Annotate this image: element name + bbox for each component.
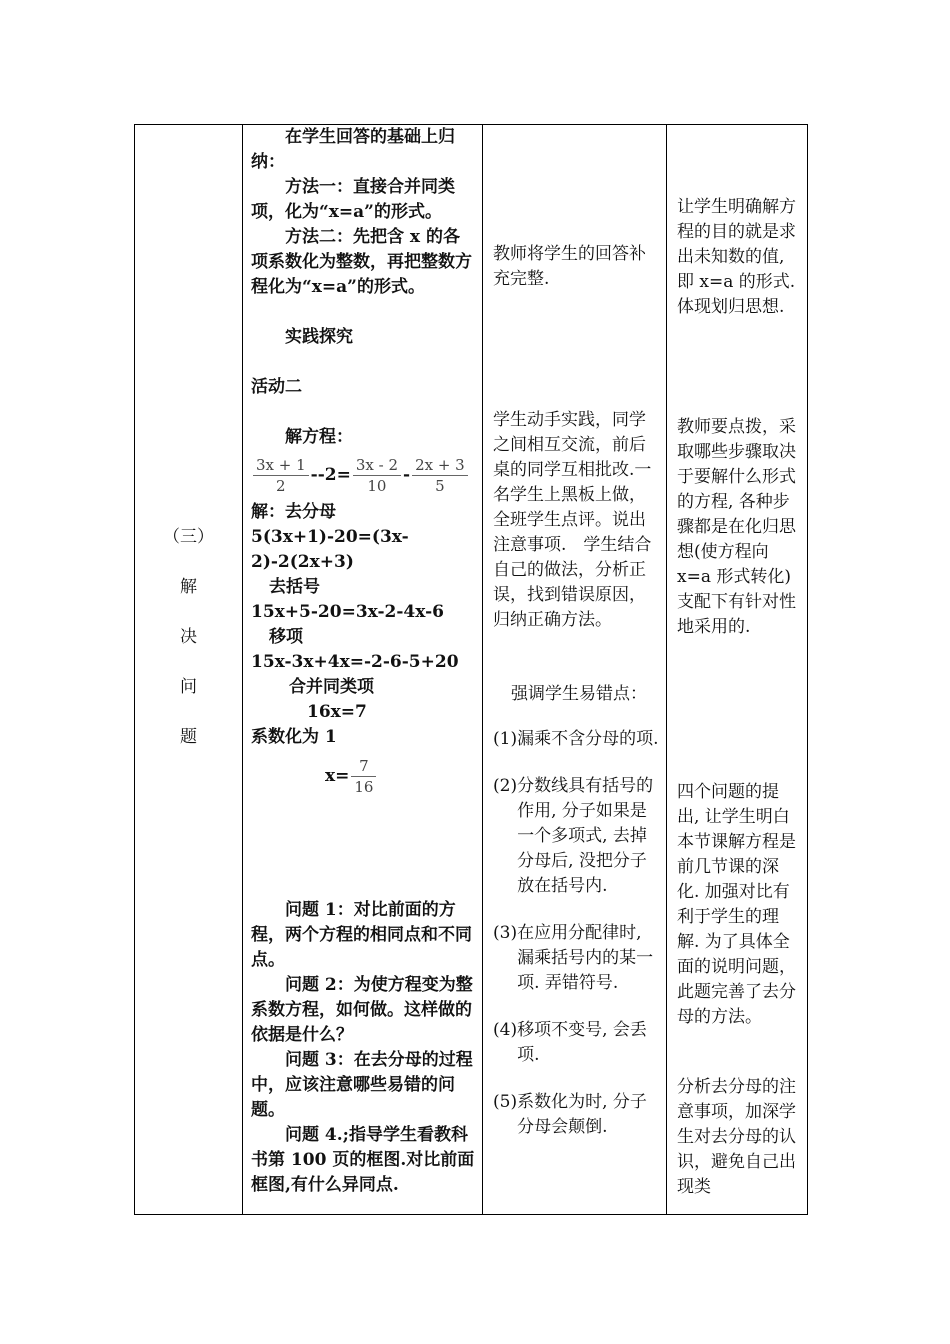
- solution-step: 解：去分母: [251, 502, 336, 522]
- answer-prefix: x=: [325, 766, 350, 786]
- intent-note-1: 让学生明确解方程的目的就是求出未知数的值, 即 x=a 的形式. 体现划归思想.: [677, 197, 796, 317]
- stage-char: 题: [180, 727, 197, 747]
- denominator: 2: [276, 476, 286, 495]
- method-two: 方法二：先把含 x 的各项系数化为整数，再把整数方程化为“x=a”的形式。: [251, 227, 472, 297]
- question-1: 问题 1：对比前面的方程，两个方程的相同点和不同点。: [251, 900, 472, 970]
- item-index: (4): [493, 1020, 518, 1040]
- list-item: [493, 1090, 660, 1140]
- summary-intro: 在学生回答的基础上归纳：: [251, 127, 455, 172]
- list-item: [493, 921, 660, 996]
- item-index: (5): [493, 1092, 518, 1112]
- solution-step: 合并同类项: [289, 677, 374, 697]
- teacher-complete-note: 教师将学生的回答补充完整.: [493, 244, 646, 289]
- numerator: 3x - 2: [355, 455, 398, 474]
- numerator: 2x + 3: [415, 455, 465, 474]
- denominator: 16: [354, 777, 374, 796]
- item-text: 移项不变号, 会丢项.: [517, 1020, 647, 1065]
- intent-cell: [667, 125, 808, 1215]
- item-text: 漏乘不含分母的项.: [517, 729, 659, 749]
- stage-cell: [135, 125, 243, 1215]
- student-practice-note: 学生动手实践，同学之间相互交流，前后桌的同学互相批改.一名学生上黑板上做，全班学生点评。说出注意事项. 学生结合自己的做法，分析正误，找到错误原因，归纳正确方法。: [493, 410, 652, 630]
- solve-heading: 解方程：: [285, 427, 353, 447]
- solution-step: 系数化为 1: [251, 727, 337, 747]
- solution-step: 移项: [269, 627, 303, 647]
- question-4: 问题 4.;指导学生看教科书第 100 页的框图.对比前面框图,有什么异同点.: [251, 1125, 475, 1195]
- list-item: [493, 1018, 660, 1068]
- item-index: (1): [493, 729, 518, 749]
- table-row: [135, 125, 808, 1215]
- question-3: 问题 3：在去分母的过程中，应该注意哪些易错的问题。: [251, 1050, 473, 1120]
- error-list: [483, 727, 666, 1140]
- stage-label: （三）: [163, 527, 214, 547]
- item-index: (3): [493, 923, 518, 943]
- stage-char: 问: [180, 677, 197, 697]
- content-cell: [243, 125, 483, 1215]
- item-text: 分数线具有括号的作用, 分子如果是一个多项式, 去掉分母后, 没把分子放在括号内.: [517, 776, 654, 896]
- equation-operator: --2=: [310, 465, 351, 485]
- solution-step: 16x=7: [307, 702, 367, 722]
- fraction: [412, 455, 468, 496]
- fraction: [353, 455, 401, 496]
- fraction: [253, 455, 309, 496]
- numerator: 3x + 1: [256, 455, 306, 474]
- equation-operator: -: [403, 465, 411, 485]
- answer: [251, 750, 476, 802]
- denominator: 5: [435, 476, 445, 495]
- intent-note-2: 教师要点拨，采取哪些步骤取决于要解什么形式的方程, 各种步骤都是在化归思想(使方程向x=a 形式转化)支配下有针对性地采用的.: [677, 417, 796, 637]
- stage-char: 解: [180, 577, 197, 597]
- denominator: 10: [367, 476, 387, 495]
- stage-char: 决: [180, 627, 197, 647]
- question-2: 问题 2：为使方程变为整系数方程，如何做。这样做的依据是什么？: [251, 975, 473, 1045]
- list-item: [493, 727, 660, 752]
- intent-note-3: 四个问题的提出, 让学生明白本节课解方程是前几节课的深化. 加强对比有利于学生的理解. 为了具体全面的说明问题，此题完善了去分母的方法。: [677, 782, 796, 1027]
- emphasis-heading: 强调学生易错点：: [511, 684, 647, 704]
- item-text: 系数化为时, 分子分母会颠倒.: [517, 1092, 647, 1137]
- item-text: 在应用分配律时, 漏乘括号内的某一项. 弄错符号.: [517, 923, 654, 993]
- fraction: [351, 756, 376, 797]
- intent-note-4: 分析去分母的注意事项，加深学生对去分母的认识，避免自己出现类: [677, 1077, 796, 1197]
- list-item: [493, 774, 660, 899]
- method-one: 方法一：直接合并同类项，化为“x=a”的形式。: [251, 177, 455, 222]
- solution-step: 5(3x+1)-20=(3x-2)-2(2x+3): [251, 527, 409, 572]
- equation: [251, 450, 476, 500]
- practice-heading: 实践探究: [285, 327, 353, 347]
- lesson-plan-table: [134, 124, 808, 1215]
- numerator: 7: [359, 756, 369, 775]
- solution-step: 15x+5-20=3x-2-4x-6: [251, 602, 444, 622]
- solution-step: 15x-3x+4x=-2-6-5+20: [251, 652, 459, 672]
- solution-step: 去括号: [269, 577, 320, 597]
- activity-cell: [483, 125, 667, 1215]
- item-index: (2): [493, 776, 518, 796]
- activity-heading: 活动二: [251, 377, 302, 397]
